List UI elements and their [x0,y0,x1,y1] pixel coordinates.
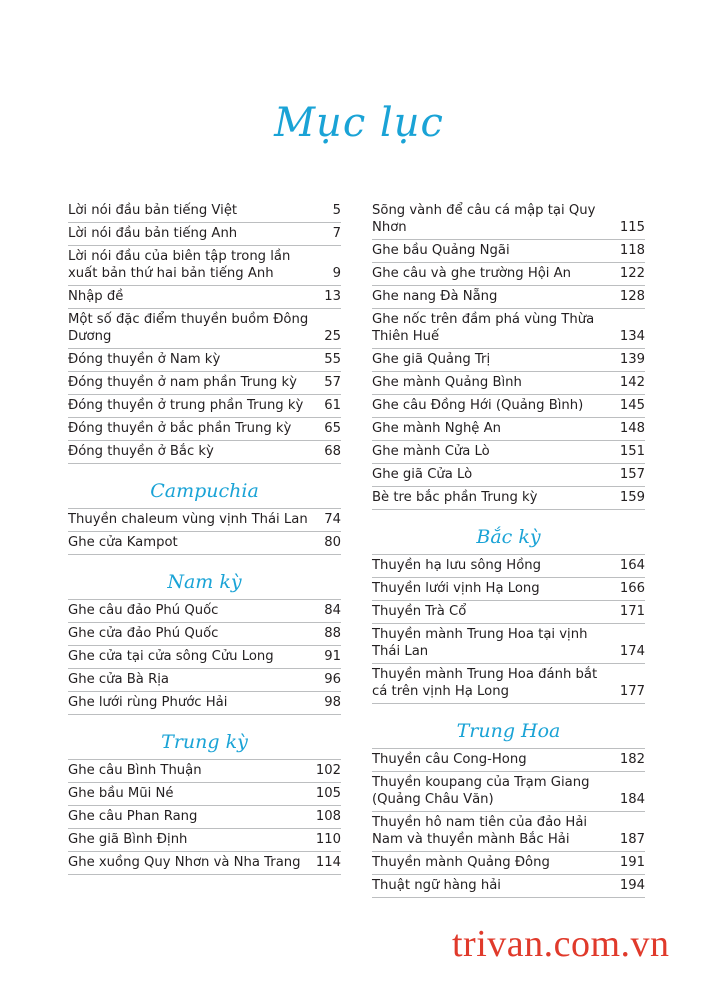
toc-entry-title: Ghe câu đảo Phú Quốc [68,603,219,618]
toc-left-column [68,200,341,875]
toc-entry-title: Ghe cửa tại cửa sông Cửu Long [68,649,274,664]
toc-entry-title: Ghe xuồng Quy Nhơn và Nha Trang [68,855,301,870]
toc-entry-title: Thuật ngữ hàng hải [372,878,501,893]
toc-entry-title: Ghe cửa Kampot [68,535,178,550]
toc-entry [372,286,645,309]
toc-entry-page: 88 [324,626,341,641]
toc-entry [68,829,341,852]
toc-entry [68,669,341,692]
toc-entry-page: 139 [619,352,645,367]
toc-entry-title: Ghe giã Quảng Trị [372,352,491,367]
toc-entry-page: 159 [619,490,645,505]
toc-entry-page: 166 [619,581,645,596]
section-heading: Bắc kỳ [372,510,645,555]
toc-entry-title: Ghe mành Cửa Lò [372,444,490,459]
toc-entry-page: 122 [619,266,645,281]
toc-entry-page: 148 [619,421,645,436]
toc-entry-title: Thuyền hô nam tiên của đảo Hải Nam và thuyền mành Bắc Hải [372,815,588,847]
toc-entry [68,200,341,223]
toc-entry-page: 13 [324,289,341,304]
toc-entry-page: 68 [324,444,341,459]
toc-entry-title: Ghe bầu Mũi Né [68,786,174,801]
section-heading: Trung Hoa [372,704,645,749]
toc-entry [68,223,341,246]
toc-entry [372,395,645,418]
toc-entry-title: Ghe giã Bình Định [68,832,188,847]
toc-entry [68,246,341,286]
toc-entry [372,601,645,624]
toc-entry-title: Ghe nang Đà Nẵng [372,289,498,304]
toc-entry [68,532,341,555]
toc-entry [68,760,341,783]
toc-entry-page: 65 [324,421,341,436]
toc-entry-title: Đóng thuyền ở nam phần Trung kỳ [68,375,297,390]
toc-entry [68,783,341,806]
toc-entry-page: 61 [324,398,341,413]
watermark: trivan.com.vn [452,923,670,965]
toc-entry-title: Lời nói đầu bản tiếng Việt [68,203,238,218]
toc-entry-page: 74 [324,512,341,527]
toc-entry-title: Thuyền Trà Cổ [372,604,467,619]
toc-entry [68,692,341,715]
toc-entry-title: Thuyền câu Cong-Hong [372,752,527,767]
toc-entry-page: 128 [619,289,645,304]
toc-entry-page: 108 [315,809,341,824]
toc-entry [372,749,645,772]
toc-entry [372,555,645,578]
toc-entry-page: 80 [324,535,341,550]
toc-entry-page: 171 [619,604,645,619]
toc-entry-page: 110 [315,832,341,847]
toc-entry-page: 7 [332,226,341,241]
toc-entry-page: 145 [619,398,645,413]
toc-entry [372,372,645,395]
toc-entry-page: 184 [619,792,645,807]
toc-entry-title: Thuyền chaleum vùng vịnh Thái Lan [68,512,308,527]
toc-entry-title: Đóng thuyền ở Nam kỳ [68,352,221,367]
toc-entry-page: 174 [619,644,645,659]
toc-entry-title: Thuyền mành Trung Hoa đánh bắt cá trên vịnh Hạ Long [372,667,598,699]
toc-entry [68,623,341,646]
toc-entry [68,509,341,532]
toc-entry [372,240,645,263]
toc-entry [68,806,341,829]
toc-right-column [372,200,645,898]
toc-entry-page: 84 [324,603,341,618]
toc-entry-page: 25 [324,329,341,344]
toc-entry [68,418,341,441]
toc-entry [372,418,645,441]
toc-entry [68,286,341,309]
toc-entry [68,646,341,669]
toc-entry [372,349,645,372]
toc-entry-title: Ghe nốc trên đầm phá vùng Thừa Thiên Huế [372,312,595,344]
toc-entry [68,395,341,418]
toc-entry [372,812,645,852]
toc-entry-page: 105 [315,786,341,801]
toc-entry-page: 118 [619,243,645,258]
toc-entry-title: Nhập đề [68,289,124,304]
toc-entry [372,487,645,510]
toc-entry-page: 57 [324,375,341,390]
toc-entry-title: Thuyền koupang của Trạm Giang (Quảng Châu Văn) [372,775,590,807]
toc-entry [372,464,645,487]
toc-entry-page: 102 [315,763,341,778]
section-heading: Trung kỳ [68,715,341,760]
toc-entry-title: Ghe câu Phan Rang [68,809,198,824]
toc-entry-title: Ghe câu Bình Thuận [68,763,202,778]
toc-entry-title: Thuyền mành Trung Hoa tại vịnh Thái Lan [372,627,588,659]
toc-entry [372,309,645,349]
toc-entry-page: 114 [315,855,341,870]
toc-entry [372,852,645,875]
toc-entry-title: Ghe bầu Quảng Ngãi [372,243,510,258]
toc-entry-page: 134 [619,329,645,344]
toc-entry-page: 182 [619,752,645,767]
toc-entry [372,441,645,464]
section-heading: Campuchia [68,464,341,509]
toc-entry-title: Ghe cửa Bà Rịa [68,672,169,687]
toc-entry-title: Ghe lưới rùng Phước Hải [68,695,228,710]
toc-entry [372,624,645,664]
toc-entry-title: Bè tre bắc phần Trung kỳ [372,490,538,505]
toc-entry-page: 9 [332,266,341,281]
toc-entry-page: 55 [324,352,341,367]
toc-entry-page: 194 [619,878,645,893]
toc-entry-page: 115 [619,220,645,235]
toc-entry [372,875,645,898]
toc-entry-page: 151 [619,444,645,459]
toc-entry-title: Lời nói đầu của biên tập trong lần xuất bản thứ hai bản tiếng Anh [68,249,291,281]
toc-entry-title: Đóng thuyền ở bắc phần Trung kỳ [68,421,292,436]
toc-entry-title: Lời nói đầu bản tiếng Anh [68,226,238,241]
page-title: Mục lục [274,100,444,146]
toc-entry [372,772,645,812]
toc-entry-title: Ghe cửa đảo Phú Quốc [68,626,219,641]
toc-entry-page: 91 [324,649,341,664]
toc-entry [68,600,341,623]
toc-entry-title: Ghe mành Nghệ An [372,421,501,436]
toc-entry [372,263,645,286]
toc-entry [68,349,341,372]
toc-entry-page: 177 [619,684,645,699]
toc-entry-page: 187 [619,832,645,847]
toc-entry [68,852,341,875]
toc-entry-page: 5 [332,203,341,218]
toc-entry-page: 164 [619,558,645,573]
toc-entry [372,200,645,240]
toc-entry-title: Đóng thuyền ở Bắc kỳ [68,444,214,459]
toc-entry [372,664,645,704]
toc-entry-page: 142 [619,375,645,390]
toc-entry-title: Ghe câu và ghe trường Hội An [372,266,572,281]
toc-entry-page: 96 [324,672,341,687]
toc-entry [372,578,645,601]
toc-entry [68,309,341,349]
toc-entry-title: Sõng vành để câu cá mập tại Quy Nhơn [372,203,596,235]
toc-entry-page: 157 [619,467,645,482]
toc-entry-title: Thuyền hạ lưu sông Hồng [372,558,542,573]
toc-entry-page: 191 [619,855,645,870]
toc-entry [68,441,341,464]
section-heading: Nam kỳ [68,555,341,600]
toc-entry-page: 98 [324,695,341,710]
toc-entry-title: Ghe giã Cửa Lò [372,467,473,482]
toc-entry-title: Đóng thuyền ở trung phần Trung kỳ [68,398,304,413]
toc-entry-title: Ghe mành Quảng Bình [372,375,522,390]
toc-entry [68,372,341,395]
toc-entry-title: Thuyền lưới vịnh Hạ Long [372,581,540,596]
toc-entry-title: Ghe câu Đồng Hới (Quảng Bình) [372,398,584,413]
toc-entry-title: Một số đặc điểm thuyền buồm Đông Dương [68,312,309,344]
toc-entry-title: Thuyền mành Quảng Đông [372,855,550,870]
